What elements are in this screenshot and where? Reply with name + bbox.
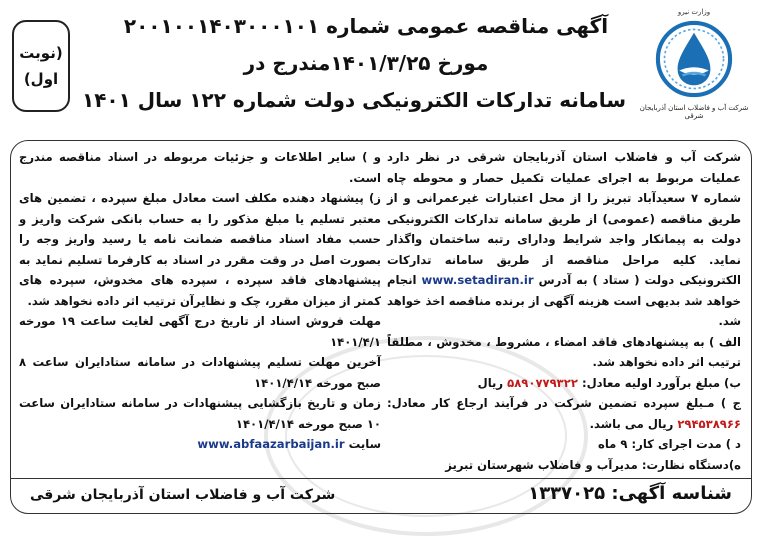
company-logo: [635, 6, 753, 134]
intro-tail: انجام خواهد شد بدیهی است هزینه آگهی از برنده مناقصه اخذ خواهد شد.: [387, 273, 741, 328]
footer: [10, 478, 752, 514]
left-column: [19, 147, 381, 455]
sale-deadline: مهلت فروش اسناد از تاریخ درج آگهی لغایت ساعت ۱۹ مورخه ۱۴۰۱/۴/۱: [19, 314, 381, 349]
round-label-line2: اول): [23, 70, 59, 88]
item-b-value: ۵۸۹۰۷۷۹۳۲۲: [507, 375, 578, 390]
item-e: ه)دستگاه نظارت: مدیرآب و فاضلاب شهرستان تبریز: [445, 457, 741, 472]
item-c: [387, 393, 741, 434]
submit-deadline: آخرین مهلت تسلیم پیشنهادات در سامانه ستادایران ساعت ۸ صبح مورخه ۱۴۰۱/۴/۱۴: [19, 355, 381, 390]
item-b-unit: ریال: [477, 375, 504, 390]
title-line-3: سامانه تدارکات الکترونیکی دولت شماره ۱۲۲ سال ۱۴۰۱: [82, 88, 626, 112]
round-label-line1: (نوبت: [19, 44, 63, 62]
item-v: و ) سایر اطلاعات و جزئیات مربوطه در اسناد مناقصه مندرج است.: [19, 150, 381, 185]
footer-company-name: شرکت آب و فاضلاب استان آذربایجان شرقی: [30, 487, 336, 503]
intro-text: شرکت آب و فاضلاب استان آذربایجان شرقی در نظر دارد عملیات مربوط به اجرای عملیات تکمیل حصار و محوطه چاه شماره ۷ سعیدآباد تبریز را از محل اعتبارات غیرعمرانی و از طریق مناقصه (عمومی) از طریق سامانه تدارکات الکترونیکی دولت به پیمانکار واجد شرایط ودارای رتبه ساختمان واگذار نماید. کلیه مراحل مناقصه از طریق سامانه تدارکات الکترونیکی دولت ( ستاد ) به آدرس: [387, 150, 742, 287]
site-label: سایت: [348, 437, 381, 451]
intro-paragraph: [387, 147, 741, 332]
item-c-label: ج ) مـبلغ سپرده تضمین شرکت در فرآیند ارجاع کار معادل:: [387, 396, 741, 410]
right-column: [387, 147, 741, 475]
ministry-label: وزارت نیرو: [677, 8, 711, 16]
content-frame: [10, 140, 752, 514]
title-line-2: مورخ ۱۴۰۱/۳/۲۵مندرج در: [243, 51, 489, 75]
announcement-title: [82, 8, 626, 119]
round-badge: [12, 20, 70, 112]
opening-time: زمان و تاریخ بازگشایی پیشنهادات در سامانه ستادایران ساعت ۱۰ صبح مورخه ۱۴۰۱/۴/۱۴: [19, 396, 381, 431]
logo-company-name: شرکت آب و فاضلاب استان آذربایجان شرقی: [639, 104, 749, 121]
item-c-unit: ریال می باشد.: [589, 416, 674, 431]
item-c-value: ۲۹۴۵۳۸۹۶۶: [677, 416, 741, 431]
item-z: ز) پیشنهاد دهنده مکلف است معادل مبلغ سپرده ، تضمین های معتبر تسلیم یا مبلغ مذکور را به حساب بانکی شرکت واریز و حسب مفاد اسناد مناقصه ضمانت نامه یا رسید واریز وجه را بصورت اصل در وقت مقرر در اسناد به کارفرما تسلیم نماید به پیشنهادهای فاقد سپرده ، سپرده های مخدوش، سپرده های کمتر از میزان مقرر، چک و نظایرآن ترتیب اثر داده نخواهد شد.: [19, 191, 381, 308]
setad-link[interactable]: www.setadiran.ir: [421, 273, 534, 287]
title-line-1: آگهی مناقصه عمومی شماره ۲۰۰۱۰۰۱۴۰۳۰۰۰۱۰۱: [123, 14, 609, 38]
company-site-link[interactable]: www.abfaazarbaijan.ir: [197, 437, 345, 451]
item-b-label: ب) مبلغ برآورد اولیه معادل:: [581, 375, 741, 390]
site-line: [19, 434, 381, 455]
announcement-id: شناسه آگهی: ۱۳۳۷۰۲۵: [528, 483, 732, 504]
item-d: د ) مدت اجرای کار: ۹ ماه: [597, 437, 741, 451]
item-a: الف ) به پیشنهادهای فاقد امضاء ، مشروط ، مخدوش ، مطلقاً ترتیب اثر داده نخواهد شد.: [387, 334, 741, 369]
water-drop-emblem-icon: [653, 18, 735, 100]
header: [0, 0, 761, 140]
item-b: [387, 373, 741, 394]
